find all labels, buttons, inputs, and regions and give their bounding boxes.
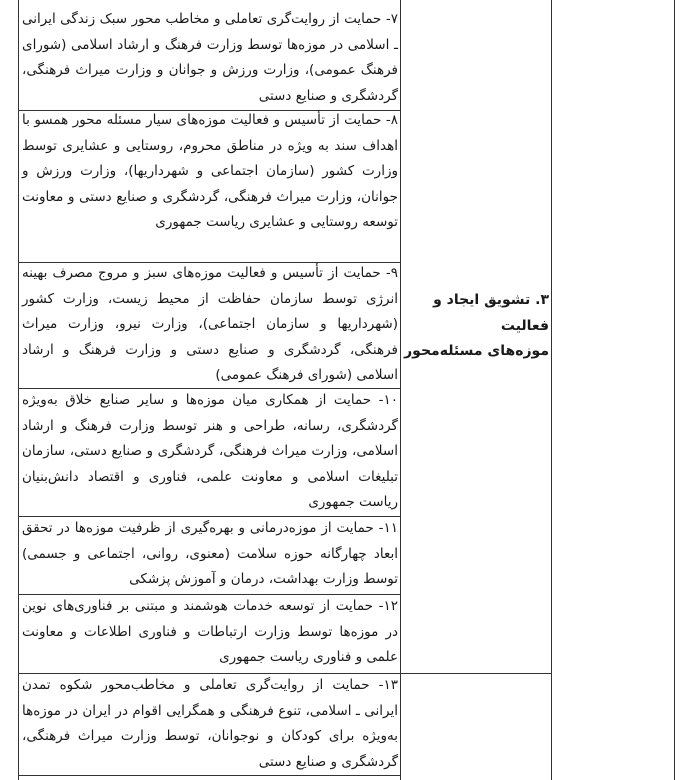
heading-line-2: فعالیت [500,317,549,334]
section-heading [404,288,549,365]
table-cell-item-9 [22,261,398,389]
table-cell-item-10 [22,388,398,516]
table-cell-item-13 [22,673,398,775]
table-border-right [674,0,675,780]
heading-line-3: موزه‌های مسئله‌محور [404,343,549,360]
item-text: ۸- حمایت از تأسیس و فعالیت موزه‌های سیار مسئله محور همسو با اهداف سند به ویژه در مناطق محروم، روستایی و عشایری توسط وزارت کشور (سازمان اجتماعی و شهرداریها)، وزارت ورزش و جوانان، وزارت میراث فرهنگی، گردشگری و صنایع دستی و معاونت توسعه روستایی و عشایری ریاست جمهوری [22,112,398,231]
table-cell-item-11 [22,516,398,593]
item-text: ۹- حمایت از تأسیس و فعالیت موزه‌های سبز و مروج مصرف بهینه انرژی توسط سازمان حفاظت از محیط زیست، وزارت کشور (شهرداریها و سازمان اجتماعی)، وزارت نیرو، وزارت میراث فرهنگی، گردشگری و صنایع دستی و وزارت فرهنگ و ارشاد اسلامی (شورای فرهنگ عمومی) [22,265,398,384]
table-cell-item-7 [22,7,398,109]
item-text: ۱۰- حمایت از همکاری میان موزه‌ها و سایر صنایع خلاق به‌ویژه گردشگری، رسانه، طراحی و هنر توسط وزارت فرهنگ و ارشاد اسلامی، وزارت میراث فرهنگی، گردشگری و صنایع دستی، سازمان تبلیغات اسلامی و معاونت علمی، فناوری و اقتصاد دانش‌بنیان ریاست جمهوری [22,392,398,511]
table-divider-content [400,0,401,780]
heading-line-1: ۳. تشویق ایجاد و [433,292,549,308]
table-cell-item-12 [22,594,398,671]
table-border-left [18,0,19,780]
table-divider-heading [551,0,552,780]
item-text: ۷- حمایت از روایت‌گری تعاملی و مخاطب محور سبک زندگی ایرانی ـ اسلامی در موزه‌ها توسط وزارت فرهنگ و ارشاد اسلامی (شورای فرهنگ عمومی)، وزارت ورزش و جوانان و وزارت میراث فرهنگی، گردشگری و صنایع دستی [22,11,398,104]
item-text: ۱۲- حمایت از توسعه خدمات هوشمند و مبتنی بر فناوری‌های نوین در موزه‌ها توسط وزارت ارتباطات و فناوری اطلاعات و معاونت علمی و فناوری ریاست جمهوری [22,598,398,666]
item-text: ۱۳- حمایت از روایت‌گری تعاملی و مخاطب‌محور شکوه تمدن ایرانی ـ اسلامی، تنوع فرهنگی و همگرایی اقوام در ایران در موزه‌ها به‌ویژه برای کودکان و نوجوانان، توسط وزارت میراث فرهنگی، گردشگری و صنایع دستی [22,677,398,770]
item-text: ۱۱- حمایت از موزه‌درمانی و بهره‌گیری از ظرفیت موزه‌ها در تحقق ابعاد چهارگانه حوزه سلامت (معنوی، روانی، اجتماعی و جسمی) توسط وزارت بهداشت، درمان و آموزش پزشکی [22,520,398,588]
table-cell-item-8 [22,108,398,236]
